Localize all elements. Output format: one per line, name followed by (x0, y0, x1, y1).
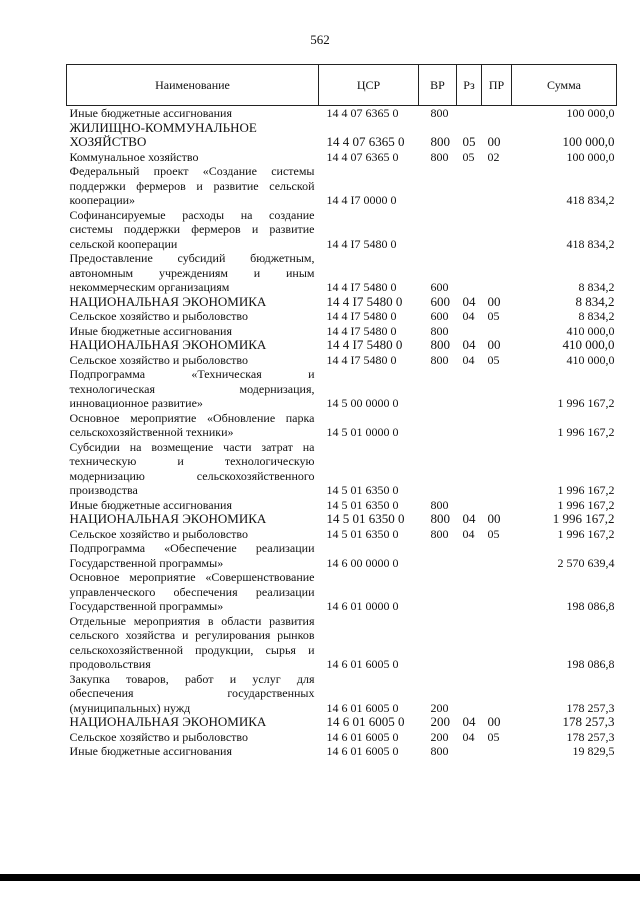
cell-name: Иные бюджетные ассигнования (69, 497, 232, 512)
cell-csr: 14 4 07 6365 0 (326, 106, 399, 120)
table-row (67, 121, 617, 150)
cell-name: Подпрограмма «Техническая и технологическая модернизация, инновационное развитие» (69, 367, 315, 410)
cell-sum: 100 000,0 (566, 106, 615, 120)
cell-rz (457, 324, 482, 339)
cell-vr: 800 (430, 511, 450, 526)
cell-sum: 100 000,0 (566, 149, 615, 164)
table-row (67, 512, 617, 527)
cell-vr (419, 208, 457, 252)
cell-csr: 14 5 01 6350 0 (326, 483, 399, 497)
table-row (67, 715, 617, 730)
cell-sum: 418 834,2 (566, 193, 615, 207)
cell-rz: 04 (462, 337, 476, 352)
cell-rz (457, 411, 482, 440)
cell-csr: 14 5 00 0000 0 (326, 396, 399, 410)
cell-sum: 198 086,8 (566, 657, 615, 671)
cell-name: ЖИЛИЩНО-КОММУНАЛЬНОЕ ХОЗЯЙСТВО (69, 119, 257, 149)
cell-csr: 14 6 01 6005 0 (326, 700, 399, 715)
cell-vr: 600 (430, 293, 450, 309)
cell-vr (419, 164, 457, 208)
table-row (67, 353, 617, 368)
cell-vr: 200 (430, 700, 449, 715)
cell-csr: 14 4 I7 5480 0 (326, 323, 397, 338)
cell-rz (457, 208, 482, 252)
header-csr: ЦСР (319, 65, 419, 106)
cell-rz: 04 (462, 526, 475, 541)
cell-csr: 14 5 01 6350 0 (326, 497, 399, 512)
cell-csr: 14 4 I7 5480 0 (326, 280, 397, 294)
cell-name: Основное мероприятие «Обновление парка сельскохозяйственной техники» (69, 410, 315, 439)
cell-pr (482, 367, 512, 411)
cell-vr: 600 (430, 280, 449, 294)
cell-name: НАЦИОНАЛЬНАЯ ЭКОНОМИКА (69, 511, 267, 526)
cell-rz (457, 440, 482, 498)
cell-vr (419, 614, 457, 672)
cell-rz (457, 164, 482, 208)
cell-csr: 14 6 01 6005 0 (326, 729, 399, 744)
cell-sum: 1 996 167,2 (552, 511, 615, 526)
cell-vr (419, 411, 457, 440)
cell-vr: 200 (430, 714, 450, 729)
cell-csr: 14 4 07 6365 0 (326, 134, 405, 149)
cell-sum: 178 257,3 (566, 729, 615, 744)
cell-sum: 198 086,8 (566, 599, 615, 613)
cell-sum: 8 834,2 (575, 293, 615, 309)
cell-csr: 14 4 07 6365 0 (326, 149, 399, 164)
cell-name: Закупка товаров, работ и услуг для обеспечения государственных (муниципальных) нужд (69, 671, 315, 715)
cell-sum: 1 996 167,2 (557, 497, 615, 512)
table-row (67, 338, 617, 353)
cell-name: Софинансируемые расходы на создание системы поддержки фермеров и развитие сельской кооперации (69, 207, 315, 251)
cell-pr: 00 (487, 337, 501, 352)
cell-name: Сельское хозяйство и рыболовство (69, 729, 249, 744)
cell-vr (419, 541, 457, 570)
cell-csr: 14 4 I7 0000 0 (326, 193, 397, 207)
cell-name: НАЦИОНАЛЬНАЯ ЭКОНОМИКА (69, 293, 267, 309)
table-row (67, 498, 617, 513)
table-row (67, 106, 617, 121)
cell-vr: 600 (430, 309, 449, 323)
header-name: Наименование (67, 65, 319, 106)
table-row (67, 527, 617, 542)
cell-pr (482, 744, 512, 759)
header-sum: Сумма (512, 65, 617, 106)
cell-vr: 800 (430, 337, 450, 352)
table-row (67, 411, 617, 440)
cell-name: Субсидии на возмещение части затрат на техническую и технологическую модернизацию сельскохозяйственного производства (69, 439, 315, 497)
cell-sum: 8 834,2 (578, 309, 615, 323)
cell-sum: 178 257,3 (562, 714, 615, 729)
cell-sum: 100 000,0 (562, 134, 615, 149)
cell-sum: 2 570 639,4 (557, 555, 615, 570)
table-row (67, 251, 617, 295)
cell-name: Федеральный проект «Создание системы поддержки фермеров и развитие сельской кооперации» (69, 164, 315, 207)
cell-pr: 05 (487, 526, 500, 541)
header-pr: ПР (482, 65, 512, 106)
cell-name: Сельское хозяйство и рыболовство (69, 352, 249, 367)
cell-vr: 800 (430, 352, 449, 367)
cell-name: НАЦИОНАЛЬНАЯ ЭКОНОМИКА (69, 714, 267, 729)
cell-rz: 05 (462, 134, 476, 149)
cell-pr: 02 (487, 149, 500, 164)
cell-rz (457, 541, 482, 570)
cell-rz: 04 (462, 293, 476, 309)
cell-vr (419, 440, 457, 498)
cell-pr: 05 (487, 729, 500, 744)
cell-sum: 19 829,5 (572, 744, 615, 758)
table-row (67, 309, 617, 324)
cell-csr: 14 6 01 6005 0 (326, 714, 405, 729)
cell-pr (482, 411, 512, 440)
bottom-border (0, 874, 640, 881)
cell-name: Предоставление субсидий бюджетным, автономным учреждениям и иным некоммерческим организациям (69, 251, 315, 294)
table-row (67, 324, 617, 339)
cell-rz: 04 (462, 511, 476, 526)
cell-pr: 00 (487, 134, 501, 149)
cell-sum: 1 996 167,2 (557, 483, 615, 497)
table-row (67, 295, 617, 310)
cell-csr: 14 5 01 0000 0 (326, 425, 399, 439)
cell-sum: 410 000,0 (566, 352, 615, 367)
cell-vr: 800 (430, 149, 449, 164)
table-row (67, 440, 617, 498)
cell-name: Коммунальное хозяйство (69, 149, 199, 164)
cell-pr (482, 440, 512, 498)
cell-name: Подпрограмма «Обеспечение реализации Государственной программы» (69, 541, 315, 570)
cell-csr: 14 6 01 6005 0 (326, 744, 399, 758)
cell-pr (482, 251, 512, 295)
table-row (67, 367, 617, 411)
cell-vr (419, 367, 457, 411)
cell-pr (482, 570, 512, 614)
header-vr: ВР (419, 65, 457, 106)
cell-rz (457, 614, 482, 672)
table-row (67, 614, 617, 672)
cell-vr: 800 (430, 134, 450, 149)
cell-name: НАЦИОНАЛЬНАЯ ЭКОНОМИКА (69, 337, 267, 352)
table-header (67, 65, 617, 106)
cell-rz (457, 744, 482, 759)
cell-rz: 05 (462, 149, 475, 164)
table-row (67, 730, 617, 745)
cell-sum: 410 000,0 (566, 323, 615, 338)
cell-sum: 1 996 167,2 (557, 526, 615, 541)
cell-vr: 800 (430, 526, 449, 541)
cell-name: Основное мероприятие «Совершенствование управленческого обеспечения реализации Государственной программы» (69, 570, 315, 613)
cell-name: Иные бюджетные ассигнования (69, 323, 232, 338)
cell-pr: 05 (487, 309, 500, 323)
table-row (67, 570, 617, 614)
cell-csr: 14 5 01 6350 0 (326, 511, 405, 526)
cell-csr: 14 6 01 0000 0 (326, 599, 399, 613)
cell-rz (457, 367, 482, 411)
cell-csr: 14 4 I7 5480 0 (326, 309, 397, 323)
cell-rz: 04 (462, 352, 475, 367)
cell-csr: 14 4 I7 5480 0 (326, 293, 403, 309)
cell-pr: 00 (487, 714, 501, 729)
cell-pr: 00 (487, 293, 501, 309)
budget-table (66, 64, 617, 759)
table-row (67, 164, 617, 208)
page-number: 562 (310, 32, 330, 47)
cell-pr (482, 106, 512, 121)
cell-vr: 200 (430, 729, 449, 744)
cell-csr: 14 4 I7 5480 0 (326, 352, 397, 367)
table-row (67, 208, 617, 252)
cell-vr: 800 (430, 744, 449, 758)
cell-name: Сельское хозяйство и рыболовство (69, 309, 249, 323)
cell-vr (419, 570, 457, 614)
cell-rz: 04 (462, 309, 475, 323)
cell-rz (457, 251, 482, 295)
header-rz: Рз (457, 65, 482, 106)
table-row (67, 150, 617, 165)
cell-rz: 04 (462, 714, 476, 729)
cell-sum: 1 996 167,2 (557, 425, 615, 439)
cell-csr: 14 4 I7 5480 0 (326, 236, 397, 251)
table-row (67, 744, 617, 759)
cell-pr: 05 (487, 352, 500, 367)
cell-vr: 800 (430, 106, 449, 120)
cell-name: Сельское хозяйство и рыболовство (69, 526, 249, 541)
cell-csr: 14 6 00 0000 0 (326, 555, 399, 570)
table-row (67, 672, 617, 716)
cell-csr: 14 6 01 6005 0 (326, 657, 399, 671)
cell-rz (457, 498, 482, 513)
cell-sum: 178 257,3 (566, 700, 615, 715)
cell-name: Иные бюджетные ассигнования (69, 744, 232, 758)
cell-pr (482, 541, 512, 570)
cell-pr (482, 208, 512, 252)
cell-name: Иные бюджетные ассигнования (69, 106, 232, 120)
cell-pr (482, 498, 512, 513)
cell-vr: 800 (430, 497, 449, 512)
cell-pr (482, 672, 512, 716)
cell-rz (457, 106, 482, 121)
cell-sum: 8 834,2 (578, 280, 615, 294)
cell-rz (457, 672, 482, 716)
cell-csr: 14 4 I7 5480 0 (326, 337, 403, 352)
table-body (67, 106, 617, 759)
cell-pr (482, 614, 512, 672)
cell-rz: 04 (462, 729, 475, 744)
cell-sum: 418 834,2 (566, 236, 615, 251)
cell-pr (482, 164, 512, 208)
cell-rz (457, 570, 482, 614)
cell-pr: 00 (487, 511, 501, 526)
cell-sum: 1 996 167,2 (557, 396, 615, 410)
cell-vr: 800 (430, 323, 449, 338)
cell-csr: 14 5 01 6350 0 (326, 526, 399, 541)
cell-pr (482, 324, 512, 339)
cell-name: Отдельные мероприятия в области развития сельского хозяйства и регулирования рынков сельскохозяйственной продукции, сырья и продовольствия (69, 613, 315, 671)
table-row (67, 541, 617, 570)
cell-sum: 410 000,0 (562, 337, 615, 352)
